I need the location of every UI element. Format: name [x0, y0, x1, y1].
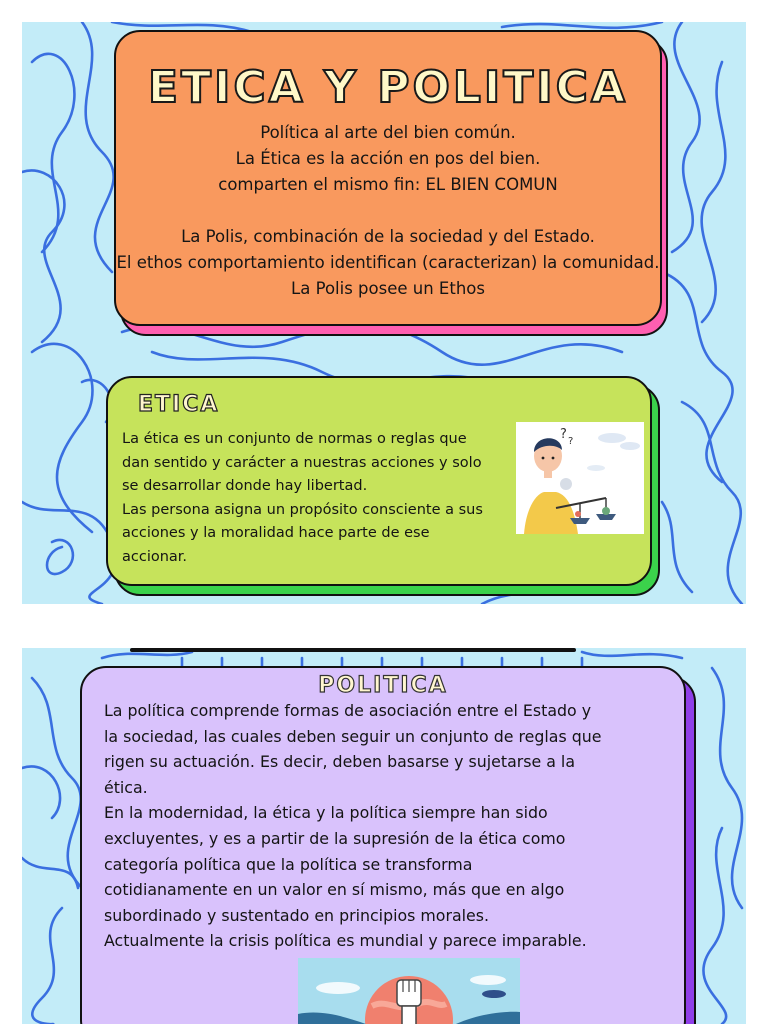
etica-line: La ética es un conjunto de normas o reglas que: [122, 431, 467, 447]
main-title: ETICA Y POLITICA: [147, 62, 629, 113]
previous-card-edge: [130, 648, 576, 652]
politica-heading: POLITICA: [318, 673, 448, 698]
slide-1: [22, 22, 746, 604]
etica-line: acciones y la moralidad hace parte de ese: [122, 525, 430, 541]
intro-blank: [116, 198, 660, 224]
person-with-scale-illustration: [516, 422, 644, 534]
intro-line-5: La Polis, combinación de la sociedad y del Estado.: [181, 227, 595, 246]
intro-line-2: La Ética es la acción en pos del bien.: [235, 149, 541, 168]
politica-line: ética.: [104, 777, 148, 797]
svg-text:?: ?: [560, 427, 567, 442]
svg-text:?: ?: [568, 436, 574, 447]
etica-line: accionar.: [122, 548, 188, 565]
politica-line: excluyentes, y es a partir de la supresión de la ética como: [104, 828, 566, 848]
politica-line: cotidianamente en un valor en sí mismo, más que en algo: [104, 880, 565, 900]
politica-line: En la modernidad, la ética y la política siempre han sido: [104, 803, 548, 823]
politica-text: [104, 698, 670, 954]
etica-line: dan sentido y carácter a nuestras acciones y solo: [122, 454, 482, 471]
politica-line: rigen su actuación. Es decir, deben basarse y sujetarse a la: [104, 752, 575, 772]
politica-line: subordinado y sustentado en principios morales.: [104, 905, 489, 925]
intro-line-3: comparten el mismo fin: EL BIEN COMUN: [218, 175, 558, 194]
etica-text: [122, 428, 522, 569]
politica-line: Actualmente la crisis política es mundial y parece imparable.: [104, 931, 587, 951]
politica-line: La política comprende formas de asociación entre el Estado y: [104, 701, 592, 720]
politica-line: la sociedad, las cuales deben seguir un conjunto de reglas que: [104, 726, 602, 746]
slide-2: [22, 648, 746, 1024]
intro-line-6: El ethos comportamiento identifican (caracterizan) la comunidad.: [116, 253, 660, 272]
raised-fist-globe-illustration: [298, 958, 520, 1024]
header-card: [114, 30, 662, 326]
intro-line-7: La Polis posee un Ethos: [291, 279, 485, 298]
intro-line-1: Política al arte del bien común.: [260, 123, 516, 142]
politica-line: categoría política que la política se transforma: [104, 854, 473, 874]
etica-heading: ETICA: [138, 392, 220, 417]
etica-line: se desarrollar donde hay libertad.: [122, 478, 368, 494]
etica-line: Las persona asigna un propósito consciente a sus: [122, 501, 483, 518]
